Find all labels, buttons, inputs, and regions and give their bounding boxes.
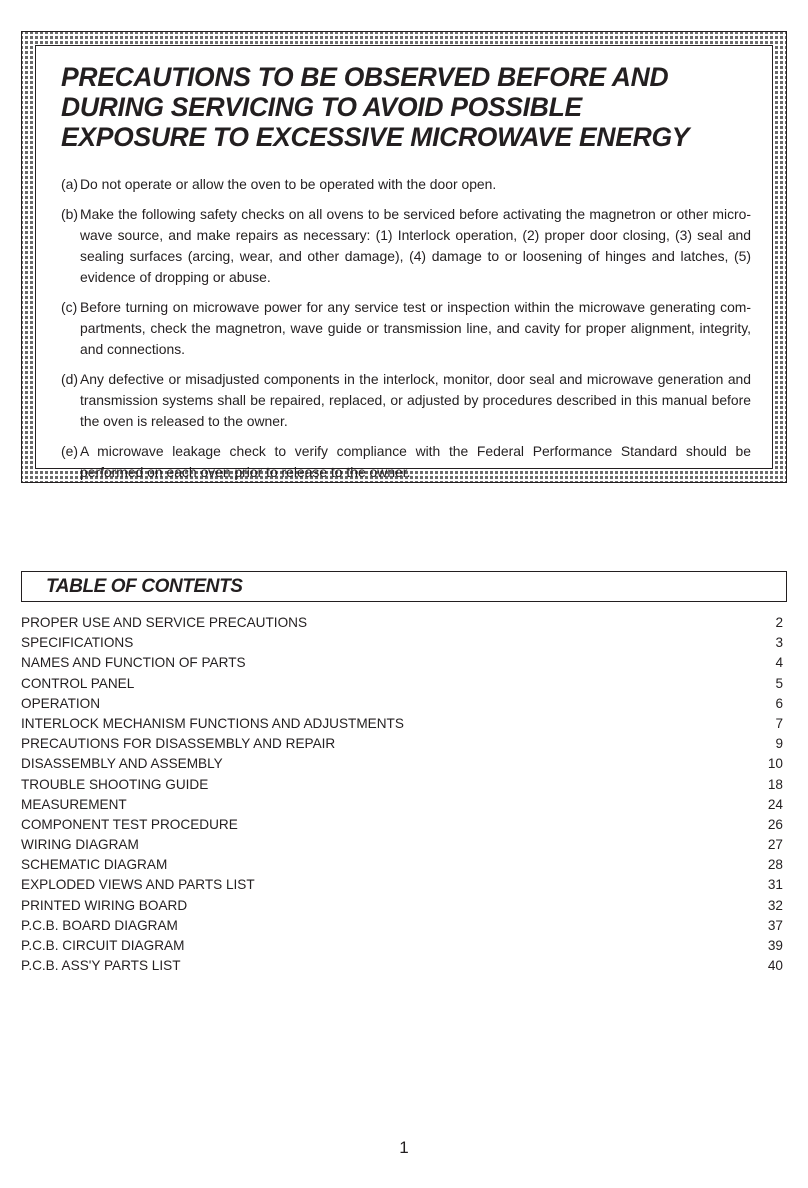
- toc-entry-title: TROUBLE SHOOTING GUIDE: [21, 776, 209, 792]
- toc-entry[interactable]: [21, 754, 783, 774]
- toc-entry[interactable]: [21, 653, 783, 673]
- toc-entry-title: PROPER USE AND SERVICE PRECAUTIONS: [21, 615, 308, 630]
- toc-entry-page: 2: [775, 615, 783, 630]
- heading-line: PRECAUTIONS TO BE OBSERVED BEFORE AND: [61, 62, 669, 92]
- item-text: Make the following safety checks on all ovens to be serviced before activating the magnetron or other micro-wave source, and make repairs as necessary: (1) Interlock operation, (2) proper door closing, (3) seal and sealing surfaces (arcing, wear, and other damage), (4) damage to or loosening of hinges and latches, (5) evidence of dropping or abuse.: [80, 206, 751, 285]
- toc-entry-title: P.C.B. ASS'Y PARTS LIST: [21, 958, 181, 974]
- toc-entry[interactable]: [21, 633, 783, 653]
- toc-entry[interactable]: [21, 936, 783, 956]
- toc-entry-title: DISASSEMBLY AND ASSEMBLY: [21, 756, 223, 772]
- toc-entry-page: 18: [767, 776, 783, 792]
- toc-entry-title: NAMES AND FUNCTION OF PARTS: [21, 655, 246, 671]
- toc-header-box: [21, 571, 787, 602]
- toc-entry[interactable]: [21, 714, 783, 734]
- toc-entry-title: PRECAUTIONS FOR DISASSEMBLY AND REPAIR: [21, 736, 336, 752]
- toc-entry-page: 39: [767, 938, 783, 953]
- toc-entry[interactable]: [21, 875, 783, 895]
- item-text: Any defective or misadjusted components in the interlock, monitor, door seal and microwave generation and transmission systems shall be repaired, replaced, or adjusted by procedures described in this manual before the oven is released to the owner.: [80, 371, 751, 429]
- toc-entry[interactable]: [21, 896, 783, 916]
- toc-entry-title: SPECIFICATIONS: [21, 635, 134, 651]
- toc-entry[interactable]: [21, 855, 783, 875]
- toc-entry[interactable]: [21, 674, 783, 694]
- page-number: 1: [399, 1138, 409, 1157]
- toc-entry[interactable]: [21, 815, 783, 835]
- toc-entry-title: PRINTED WIRING BOARD: [21, 897, 188, 913]
- toc-entry-page: 28: [767, 857, 783, 873]
- toc-entry[interactable]: [21, 795, 783, 815]
- heading-line: DURING SERVICING TO AVOID POSSIBLE: [61, 92, 582, 122]
- toc-entry-page: 3: [775, 635, 783, 651]
- toc-entry-title: MEASUREMENT: [21, 796, 127, 812]
- toc-entry-title: P.C.B. BOARD DIAGRAM: [21, 917, 178, 933]
- heading-line: EXPOSURE TO EXCESSIVE MICROWAVE ENERGY: [61, 122, 690, 152]
- precaution-item: [61, 204, 751, 288]
- toc-entry-title: P.C.B. CIRCUIT DIAGRAM: [21, 938, 185, 953]
- precaution-item: [61, 297, 751, 360]
- item-text: Do not operate or allow the oven to be operated with the door open.: [80, 176, 497, 192]
- precaution-item: [61, 369, 751, 432]
- item-label: (d): [61, 371, 78, 387]
- item-text: Before turning on microwave power for any service test or inspection within the microwave generating com-partments, check the magnetron, wave guide or transmission line, and cavity for proper alignment, integrity, and connections.: [80, 299, 751, 357]
- toc-entry[interactable]: [21, 835, 783, 855]
- toc-entry-page: 32: [767, 897, 783, 913]
- precaution-item: [61, 174, 751, 195]
- precautions-heading: [61, 62, 751, 152]
- toc-entry-title: INTERLOCK MECHANISM FUNCTIONS AND ADJUSTMENTS: [21, 715, 404, 731]
- toc-entry-title: EXPLODED VIEWS AND PARTS LIST: [21, 877, 255, 893]
- toc-entry[interactable]: [21, 734, 783, 754]
- toc-entry-page: 37: [767, 917, 783, 933]
- toc-entry-page: 7: [775, 715, 783, 731]
- toc-entry[interactable]: [21, 613, 783, 633]
- precautions-section: [61, 62, 751, 492]
- toc-entry-page: 26: [767, 816, 783, 832]
- precaution-item: [61, 441, 751, 483]
- toc-title: TABLE OF CONTENTS: [46, 576, 243, 597]
- item-label: (e): [61, 443, 78, 459]
- toc-list: [21, 613, 783, 976]
- toc-entry-page: 4: [775, 655, 783, 671]
- toc-entry-page: 27: [767, 837, 783, 853]
- item-label: (b): [61, 206, 78, 222]
- toc-entry[interactable]: [21, 956, 783, 976]
- toc-entry-page: 40: [767, 958, 783, 974]
- toc-entry-page: 5: [775, 675, 783, 691]
- toc-entry[interactable]: [21, 775, 783, 795]
- toc-entry-title: COMPONENT TEST PROCEDURE: [21, 816, 238, 832]
- toc-entry-page: 6: [775, 695, 783, 711]
- toc-entry-page: 31: [767, 877, 783, 893]
- toc-entry[interactable]: [21, 916, 783, 936]
- toc-entry-title: CONTROL PANEL: [21, 675, 135, 691]
- toc-entry-title: OPERATION: [21, 695, 101, 711]
- toc-entry-page: 9: [775, 736, 783, 752]
- toc-entry-title: SCHEMATIC DIAGRAM: [21, 857, 168, 873]
- item-text: A microwave leakage check to verify compliance with the Federal Performance Standard should be performed on each oven prior to release to the owner.: [80, 443, 751, 480]
- toc-entry-page: 24: [767, 796, 783, 812]
- item-label: (a): [61, 176, 78, 192]
- toc-entry-title: WIRING DIAGRAM: [21, 837, 139, 853]
- toc-entry[interactable]: [21, 694, 783, 714]
- item-label: (c): [61, 299, 78, 315]
- toc-entry-page: 10: [767, 756, 783, 772]
